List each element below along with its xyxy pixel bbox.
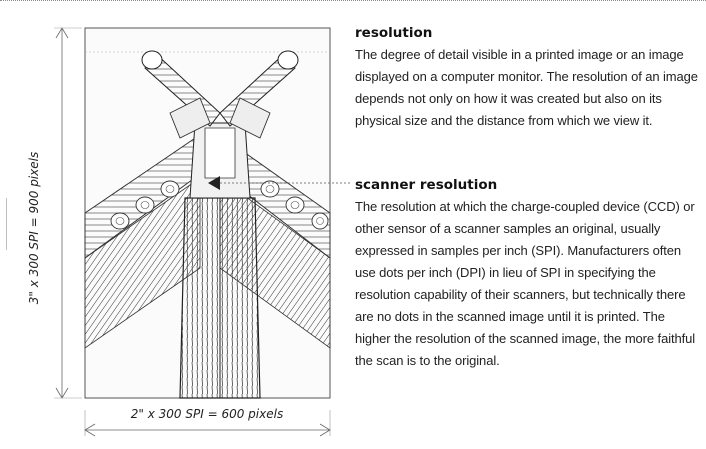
definition-scanner-resolution: The resolution at which the charge-coupled device (CCD) or other sensor of a scanner samples an original, usually expressed in samples per inch (SPI). Manufacturers often use dots per inch (DPI) in lieu of SPI in specifying the resolution capability of their scanners, but technically there are no dots in the scanned image until it is printed. The higher the resolution of the scanned image, the more faithful the scan is to the original.: [355, 199, 696, 368]
top-dotted-rule: [0, 0, 706, 2]
width-dimension: [85, 407, 330, 436]
width-label: 2" x 300 SPI = 600 pixels: [130, 407, 284, 421]
term-scanner-resolution: scanner resolution: [355, 177, 498, 193]
entry-resolution: [355, 24, 700, 132]
figure: [27, 18, 350, 438]
definition-resolution: The degree of detail visible in a printed image or an image displayed on a computer monitor. The resolution of an image depends not only on how it was created but also on its physical size and the distance from which we view it.: [355, 47, 698, 128]
page-edge-mark: [6, 198, 11, 250]
term-resolution: resolution: [355, 25, 433, 41]
entry-scanner-resolution: [355, 176, 700, 372]
timber-frame-joint-sketch-icon: [85, 28, 330, 398]
height-label: 3" x 300 SPI = 900 pixels: [27, 151, 41, 305]
height-dimension: [27, 28, 82, 398]
